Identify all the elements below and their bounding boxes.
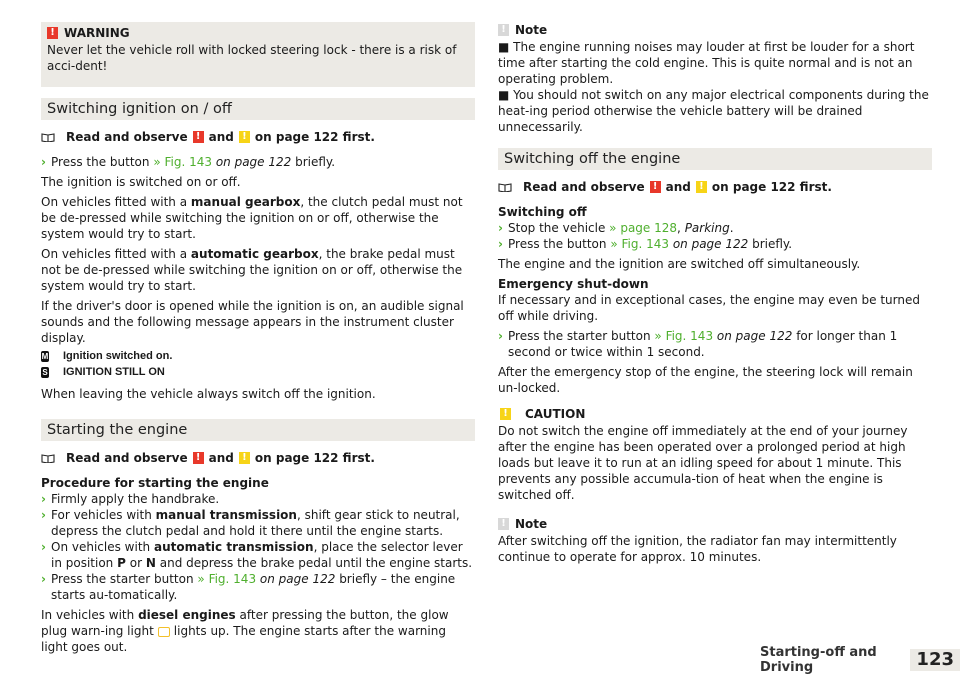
paragraph <box>41 607 475 655</box>
read-observe-starting <box>41 450 475 466</box>
step-text-end: briefly. <box>295 155 336 169</box>
caution-icon: ! <box>500 408 511 420</box>
step-arrow-icon: › <box>498 237 503 251</box>
left-column <box>41 22 475 659</box>
step-arrow-icon: › <box>41 508 46 522</box>
read-observe-text: Read and observe <box>66 130 188 144</box>
and-text: and <box>208 451 234 465</box>
step-arrow-icon: › <box>41 492 46 506</box>
display-message-1 <box>41 348 475 364</box>
read-observe-ignition <box>41 129 475 145</box>
right-column <box>498 22 932 569</box>
page-ref: on page 122 <box>259 572 336 586</box>
note-icon: ! <box>498 24 509 36</box>
warning-label: WARNING <box>64 26 130 40</box>
display-message-2 <box>41 364 475 380</box>
warning-box <box>41 22 475 87</box>
note-header <box>498 22 932 38</box>
paragraph: The ignition is switched on or off. <box>41 175 241 189</box>
step-arrow-icon: › <box>498 329 503 343</box>
page-number: 123 <box>910 649 960 671</box>
note-icon: ! <box>498 518 509 530</box>
note-text: The engine running noises may louder at first be louder for a short time after starting the cold engine. This is quite normal and is not an operating problem. <box>498 40 915 86</box>
note-label: Note <box>515 517 548 531</box>
paragraph <box>41 194 475 242</box>
para-text: On vehicles fitted with a <box>41 247 188 261</box>
footer-section: Starting-off and Driving <box>760 645 877 675</box>
step-press-button <box>41 154 475 170</box>
subheading-text: Switching off <box>498 205 587 219</box>
display-text: IGNITION STILL ON <box>63 366 165 378</box>
step-text: or <box>129 556 143 570</box>
page-ref-text: on page 122 first. <box>254 451 375 465</box>
step-text: For vehicles with <box>51 508 152 522</box>
para-bold: manual gearbox <box>190 195 301 209</box>
step-text: Firmly apply the handbrake. <box>51 492 220 506</box>
page-link[interactable]: » page 128 <box>609 221 678 235</box>
paragraph: If necessary and in exceptional cases, the engine may even be turned off while driving. <box>498 293 920 323</box>
step-text: and depress the brake pedal until the engine starts. <box>159 556 473 570</box>
note-item <box>498 87 932 135</box>
note-text: You should not switch on any major electrical components during the heat-ing period otherwise the vehicle battery will be drained unnecessarily. <box>498 88 929 134</box>
step-arrow-icon: › <box>41 155 46 169</box>
step-press-button-off <box>498 236 932 252</box>
caution-icon: ! <box>696 181 707 193</box>
para-bold: diesel engines <box>138 608 236 622</box>
para-text: , the clutch pedal must not be de-pressed while switching the ignition on or off, otherwise the system would try to start. <box>41 195 463 241</box>
step-text: Press the starter button <box>508 329 651 343</box>
fig-link[interactable]: » Fig. 143 <box>197 572 257 586</box>
step-text: briefly. <box>752 237 793 251</box>
gear-p: P <box>117 556 126 570</box>
procedure-heading <box>41 475 475 491</box>
step-text: Press the button <box>51 155 150 169</box>
note-label: Note <box>515 23 548 37</box>
page-ref-text: on page 122 first. <box>711 180 832 194</box>
step-bold: automatic transmission <box>153 540 314 554</box>
para-text: On vehicles fitted with a <box>41 195 188 209</box>
note-header <box>498 516 932 532</box>
bullet-icon: ■ <box>498 88 510 102</box>
note-item <box>498 39 932 87</box>
step-arrow-icon: › <box>41 572 46 586</box>
step-emergency <box>498 328 932 360</box>
fig-link[interactable]: » Fig. 143 <box>610 237 669 251</box>
step-text: briefly – the engine starts au-tomatically. <box>51 572 456 602</box>
book-icon <box>498 182 512 192</box>
warning-icon: ! <box>193 131 204 143</box>
glow-plug-icon <box>158 627 170 637</box>
procedure-title: Procedure for starting the engine <box>41 476 269 490</box>
step-italic: Parking <box>684 221 730 235</box>
warning-icon: ! <box>193 452 204 464</box>
subheading <box>498 276 932 292</box>
step-text: . <box>729 221 734 235</box>
cluster-display-icon: M <box>41 351 49 361</box>
page-footer <box>760 645 960 675</box>
step-arrow-icon: › <box>41 540 46 554</box>
para-text: , the brake pedal must not be de-pressed while switching the ignition on or off, otherwise the system would try to start. <box>41 247 463 293</box>
step-text: for longer than 1 second or twice within 1 second. <box>508 329 898 359</box>
caution-icon: ! <box>239 452 250 464</box>
warning-icon: ! <box>47 27 58 39</box>
page-ref: on page 122 <box>716 329 793 343</box>
step-text: Press the starter button <box>51 572 194 586</box>
step-starter <box>41 571 475 603</box>
step-text: , <box>677 221 681 235</box>
bullet-icon: ■ <box>498 40 510 54</box>
para-text: lights up. The engine starts after the warning light goes out. <box>41 624 446 654</box>
step-text: , place the selector lever in position <box>51 540 463 570</box>
page-ref-text: on page 122 first. <box>254 130 375 144</box>
cluster-display-icon: S <box>42 367 48 377</box>
paragraph: The engine and the ignition are switched off simultaneously. <box>498 257 861 271</box>
read-observe-text: Read and observe <box>523 180 645 194</box>
warning-text: Never let the vehicle roll with locked steering lock - there is a risk of acci-dent! <box>47 43 457 73</box>
page-ref: on page 122 <box>672 237 749 251</box>
caution-icon: ! <box>239 131 250 143</box>
paragraph: After the emergency stop of the engine, the steering lock will remain un-locked. <box>498 365 913 395</box>
section-title-switching-off: Switching off the engine <box>498 148 932 170</box>
warning-icon: ! <box>650 181 661 193</box>
section-title-ignition: Switching ignition on / off <box>41 98 475 120</box>
book-icon <box>41 132 55 142</box>
book-icon <box>41 453 55 463</box>
subheading <box>498 204 932 220</box>
display-text: Ignition switched on. <box>63 350 173 362</box>
step-bold: manual transmission <box>155 508 297 522</box>
step-text: Press the button <box>508 237 607 251</box>
para-text: after pressing the button, the glow plug warn-ing light <box>41 608 449 638</box>
read-observe-text: Read and observe <box>66 451 188 465</box>
step-text: Stop the vehicle <box>508 221 606 235</box>
fig-link[interactable]: » Fig. 143 <box>153 155 212 169</box>
step-stop-vehicle <box>498 220 932 236</box>
step-text: , shift gear stick to neutral, depress the clutch pedal and hold it there until the engine starts. <box>51 508 460 538</box>
step-manual <box>41 507 475 539</box>
caution-text: Do not switch the engine off immediately at the end of your journey after the engine has been operated over a prolonged period at high loads but leave it to run at an idling speed for about 1 minute. This prevents any possible accumula-tion of heat when the engine is switched off. <box>498 424 908 502</box>
read-observe-switching-off <box>498 179 932 195</box>
step-arrow-icon: › <box>498 221 503 235</box>
paragraph <box>41 246 475 294</box>
caution-header <box>500 406 932 422</box>
gear-n: N <box>145 556 156 570</box>
paragraph: When leaving the vehicle always switch off the ignition. <box>41 387 376 401</box>
warning-header <box>47 25 469 41</box>
page-ref: on page 122 <box>215 155 292 169</box>
subheading-text: Emergency shut-down <box>498 277 649 291</box>
step-handbrake <box>41 491 475 507</box>
para-bold: automatic gearbox <box>190 247 319 261</box>
para-text: In vehicles with <box>41 608 135 622</box>
and-text: and <box>208 130 234 144</box>
section-title-starting: Starting the engine <box>41 419 475 441</box>
step-automatic <box>41 539 475 571</box>
note-text: After switching off the ignition, the radiator fan may intermittently continue to operate for approx. 10 minutes. <box>498 534 897 564</box>
paragraph: If the driver's door is opened while the ignition is on, an audible signal sounds and the following message appears in the instrument cluster display. <box>41 299 464 345</box>
caution-label: CAUTION <box>525 407 586 421</box>
step-text: On vehicles with <box>51 540 151 554</box>
and-text: and <box>665 180 691 194</box>
fig-link[interactable]: » Fig. 143 <box>654 329 714 343</box>
